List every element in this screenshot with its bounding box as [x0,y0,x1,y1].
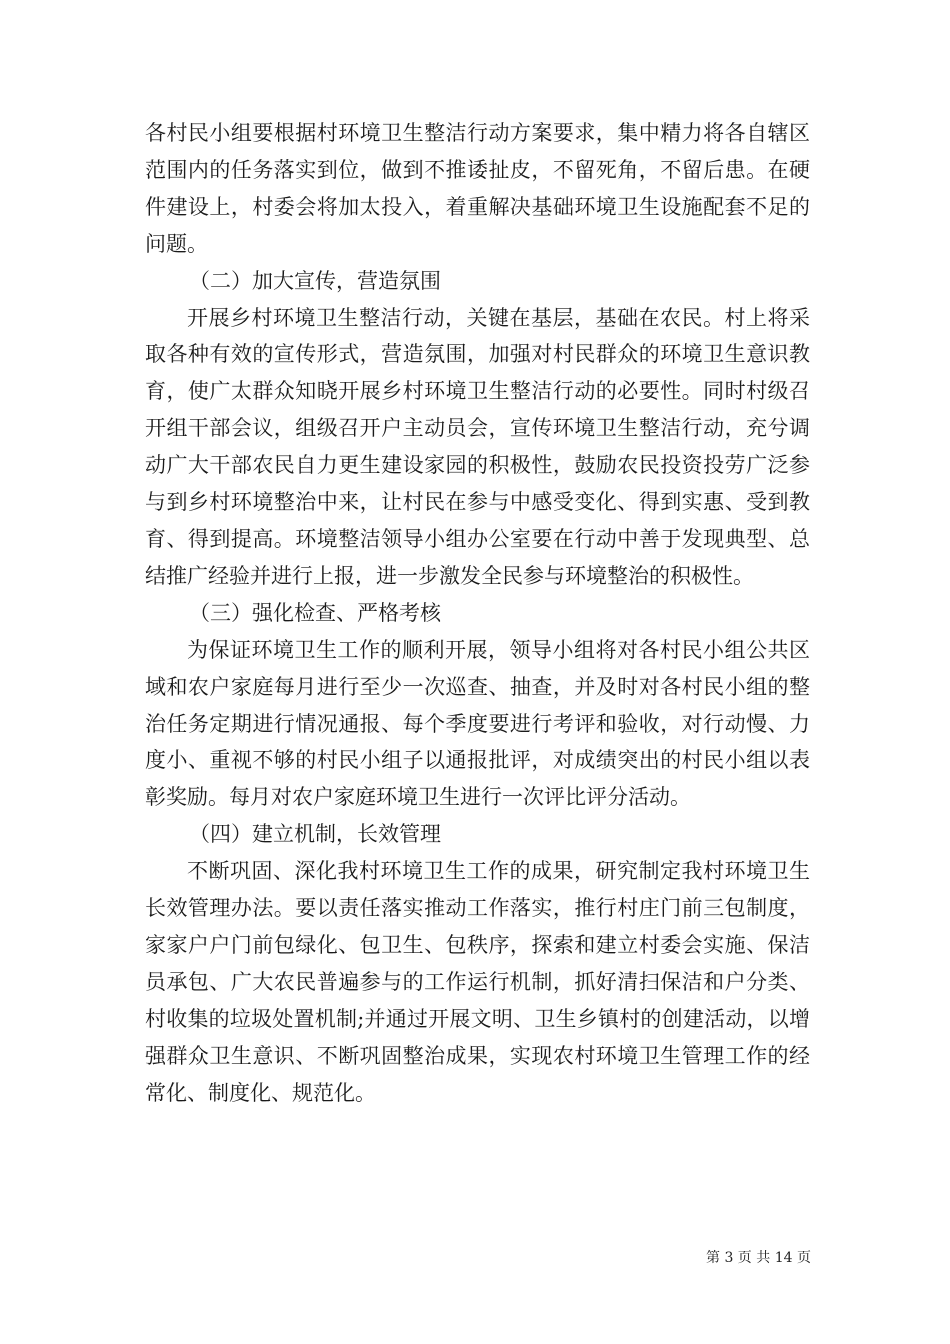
section-heading-4: （四）建立机制，长效管理 [189,822,441,847]
section-heading-3: （三）强化检查、严格考核 [189,600,441,625]
section-heading-2: （二）加大宣传，营造氛围 [189,268,441,293]
paragraph-inspection: 为保证环境卫生工作的顺利开展，领导小组将对各村民小组公共区域和农户家庭每月进行至少一次巡查、抽查，并及时对各村民小组的整治任务定期进行情况通报、每个季度要进行考评和验收，对行动慢、力度小、重视不够的村民小组子以通报批评，对成绩突出的村民小组以表彰奖励。每月对农户家庭环境卫生进行一次评比评分活动。 [145,637,810,810]
page-number-footer: 第 3 页 共 14 页 [706,1250,811,1266]
document-body [145,115,810,1111]
paragraph-mechanism: 不断巩固、深化我村环境卫生工作的成果，研究制定我村环境卫生长效管理办法。要以责任落实推动工作落实，推行村庄门前三包制度，家家户户门前包绿化、包卫生、包秩序，探索和建立村委会实施、保洁员承包、广大农民普遍参与的工作运行机制，抓好清扫保洁和户分类、村收集的垃圾处置机制;并通过开展文明、卫生乡镇村的创建活动，以增强群众卫生意识、不断巩固整治成果，实现农村环境卫生管理工作的经常化、制度化、规范化。 [145,859,810,1105]
paragraph-publicity: 开展乡村环境卫生整洁行动，关键在基层，基础在农民。村上将采取各种有效的宣传形式，营造氛围，加强对村民群众的环境卫生意识教育，使广太群众知晓开展乡村环境卫生整洁行动的必要性。同时村级召开组干部会议，组级召开户主动员会，宣传环境卫生整洁行动，充兮调动广大干部农民自力更生建设家园的积极性，鼓励农民投资投劳广泛参与到乡村环境整治中来，让村民在参与中感受变化、得到实惠、受到教育、得到提高。环境整洁领导小组办公室要在行动中善于发现典型、总结推广经验并进行上报，进一步激发全民参与环境整治的积极性。 [145,305,810,588]
paragraph-continuation: 各村民小组要根据村环境卫生整洁行动方案要求，集中精力将各自辖区范围内的任务落实到位，做到不推诿扯皮，不留死角，不留后患。在硬件建设上，村委会将加太投入，着重解决基础环境卫生设施配套不足的问题。 [145,121,810,256]
